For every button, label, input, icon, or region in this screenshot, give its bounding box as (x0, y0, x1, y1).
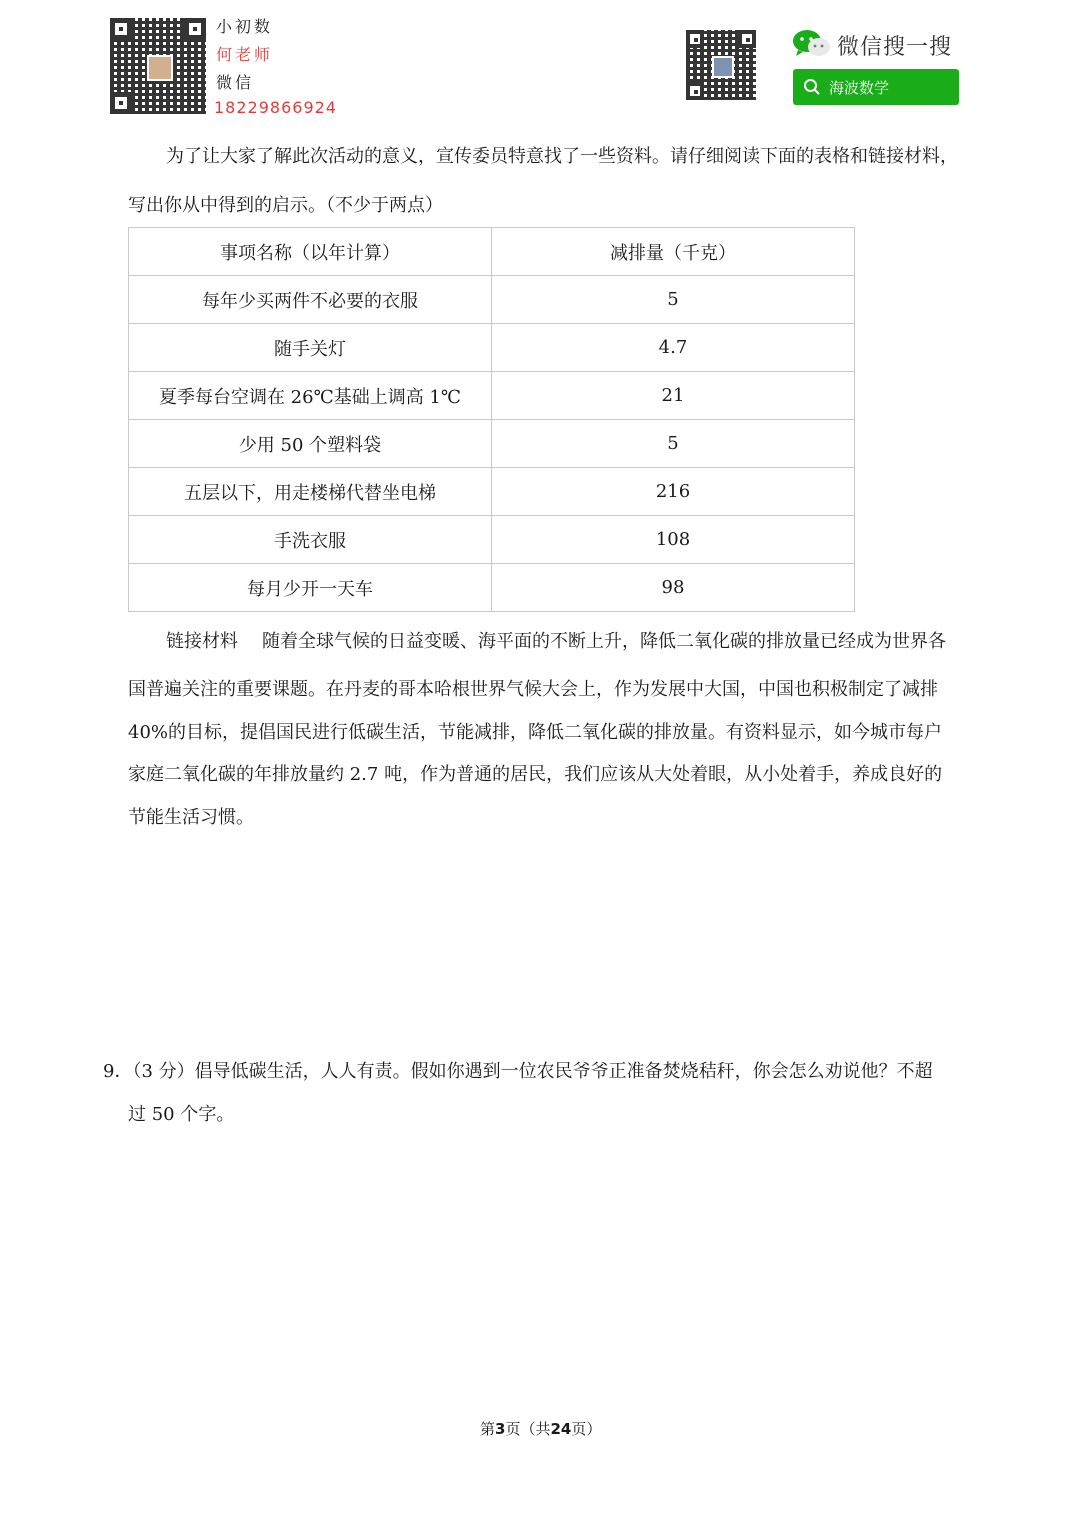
table-row (129, 516, 855, 564)
link-material-line: 随着全球气候的日益变暖、海平面的不断上升，降低二氧化碳的排放量已经成为世界各 (262, 631, 946, 652)
table-cell: 98 (492, 564, 855, 612)
table-header: 减排量（千克） (492, 228, 855, 276)
footer-suffix: 页） (571, 1420, 602, 1438)
table-cell: 少用 50 个塑料袋 (129, 420, 492, 468)
table-row (129, 372, 855, 420)
question-9-line-1: 9．（3 分）倡导低碳生活，人人有责。假如你遇到一位农民爷爷正准备焚烧秸秆，你会怎么劝说他？不超 (103, 1061, 933, 1082)
card-phone: 18229866924 (214, 98, 337, 117)
table-row (129, 468, 855, 516)
link-material-line: 40%的目标，提倡国民进行低碳生活，节能减排，降低二氧化碳的排放量。有资料显示，如今城市每户 (128, 722, 943, 743)
table-row (129, 324, 855, 372)
table-cell: 手洗衣服 (129, 516, 492, 564)
card-line-1: 小初数 (216, 17, 274, 36)
card-line-3: 微信 (216, 73, 255, 92)
table-row (129, 420, 855, 468)
search-button[interactable] (793, 69, 959, 105)
table-cell: 随手关灯 (129, 324, 492, 372)
table-cell: 21 (492, 372, 855, 420)
search-label: 海波数学 (829, 78, 890, 97)
qr-code-icon (110, 18, 206, 114)
table-cell: 108 (492, 516, 855, 564)
emission-table (128, 227, 855, 612)
total-pages: 24 (550, 1420, 572, 1438)
intro-line-2: 写出你从中得到的启示。（不少于两点） (128, 195, 443, 216)
footer-prefix: 第 (480, 1420, 496, 1438)
footer-middle: 页（共 (505, 1420, 551, 1438)
table-header-row (129, 228, 855, 276)
table-cell: 5 (492, 276, 855, 324)
wechat-logo-icon (792, 28, 832, 60)
card-line-2: 何老师 (216, 45, 274, 64)
table-header: 事项名称（以年计算） (129, 228, 492, 276)
link-material-line: 节能生活习惯。 (128, 807, 254, 828)
table-row (129, 276, 855, 324)
table-cell: 夏季每台空调在 26℃基础上调高 1℃ (129, 372, 492, 420)
wechat-search-title: 微信搜一搜 (837, 35, 953, 60)
table-row (129, 564, 855, 612)
link-material-label: 链接材料 (166, 631, 238, 652)
qr-code-icon (686, 30, 756, 100)
table-cell: 5 (492, 420, 855, 468)
link-material-line: 国普遍关注的重要课题。在丹麦的哥本哈根世界气候大会上，作为发展中大国，中国也积极制定了减排 (128, 679, 938, 700)
table-cell: 五层以下，用走楼梯代替坐电梯 (129, 468, 492, 516)
table-cell: 每年少买两件不必要的衣服 (129, 276, 492, 324)
page-number: 3 (495, 1420, 506, 1438)
table-cell: 216 (492, 468, 855, 516)
question-9-line-2: 过 50 个字。 (128, 1104, 235, 1125)
link-material-line: 家庭二氧化碳的年排放量约 2.7 吨，作为普通的居民，我们应该从大处着眼，从小处着手，养成良好的 (128, 764, 943, 785)
intro-line-1: 为了让大家了解此次活动的意义，宣传委员特意找了一些资料。请仔细阅读下面的表格和链接材料， (166, 146, 958, 167)
page-footer (480, 1418, 601, 1439)
table-cell: 每月少开一天车 (129, 564, 492, 612)
table-cell: 4.7 (492, 324, 855, 372)
search-icon (803, 78, 821, 96)
